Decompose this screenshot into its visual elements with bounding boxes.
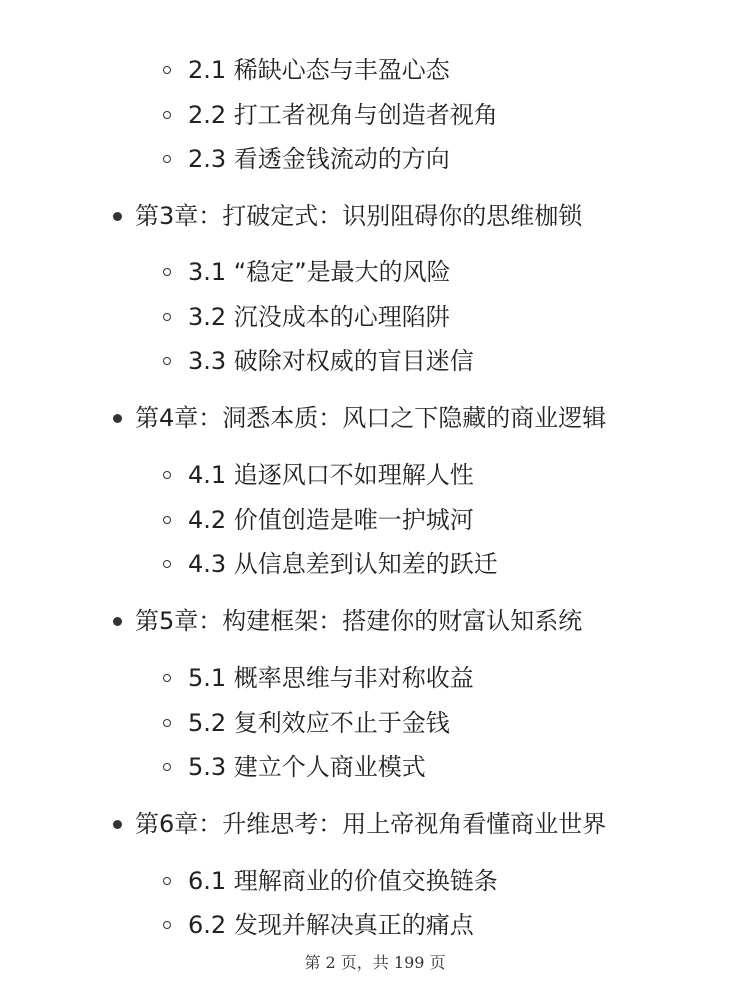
toc-subsection: 4.2 价值创造是唯一护城河 (188, 506, 474, 534)
hollow-bullet-icon (163, 155, 171, 163)
toc-subsection: 5.3 建立个人商业模式 (188, 753, 426, 781)
hollow-bullet-icon (163, 877, 171, 885)
solid-bullet-icon (113, 820, 122, 829)
toc-subsection: 5.1 概率思维与非对称收益 (188, 664, 474, 692)
page-number-footer: 第 2 页，共 199 页 (304, 953, 446, 972)
toc-chapter: 第3章：打破定式：识别阻碍你的思维枷锁 (135, 202, 583, 230)
toc-subsection: 3.3 破除对权威的盲目迷信 (188, 347, 474, 375)
toc-chapter: 第4章：洞悉本质：风口之下隐藏的商业逻辑 (135, 404, 607, 432)
toc-subsection: 3.2 沉没成本的心理陷阱 (188, 303, 450, 331)
toc-subsection: 2.3 看透金钱流动的方向 (188, 145, 450, 173)
hollow-bullet-icon (163, 719, 171, 727)
hollow-bullet-icon (163, 516, 171, 524)
toc-subsection: 3.1 “稳定”是最大的风险 (188, 258, 451, 286)
toc-chapter: 第5章：构建框架：搭建你的财富认知系统 (135, 607, 583, 635)
hollow-bullet-icon (163, 560, 171, 568)
hollow-bullet-icon (163, 674, 171, 682)
toc-subsection: 6.2 发现并解决真正的痛点 (188, 911, 474, 939)
hollow-bullet-icon (163, 763, 171, 771)
toc-subsection: 4.3 从信息差到认知差的跃迁 (188, 550, 498, 578)
hollow-bullet-icon (163, 471, 171, 479)
toc-subsection: 6.1 理解商业的价值交换链条 (188, 867, 498, 895)
hollow-bullet-icon (163, 111, 171, 119)
solid-bullet-icon (113, 414, 122, 423)
hollow-bullet-icon (163, 268, 171, 276)
solid-bullet-icon (113, 617, 122, 626)
solid-bullet-icon (113, 212, 122, 221)
hollow-bullet-icon (163, 66, 171, 74)
hollow-bullet-icon (163, 313, 171, 321)
toc-chapter: 第6章：升维思考：用上帝视角看懂商业世界 (135, 810, 607, 838)
toc-subsection: 5.2 复利效应不止于金钱 (188, 709, 450, 737)
hollow-bullet-icon (163, 357, 171, 365)
toc-subsection: 2.1 稀缺心态与丰盈心态 (188, 56, 450, 84)
toc-subsection: 2.2 打工者视角与创造者视角 (188, 101, 498, 129)
hollow-bullet-icon (163, 921, 171, 929)
toc-subsection: 4.1 追逐风口不如理解人性 (188, 461, 474, 489)
